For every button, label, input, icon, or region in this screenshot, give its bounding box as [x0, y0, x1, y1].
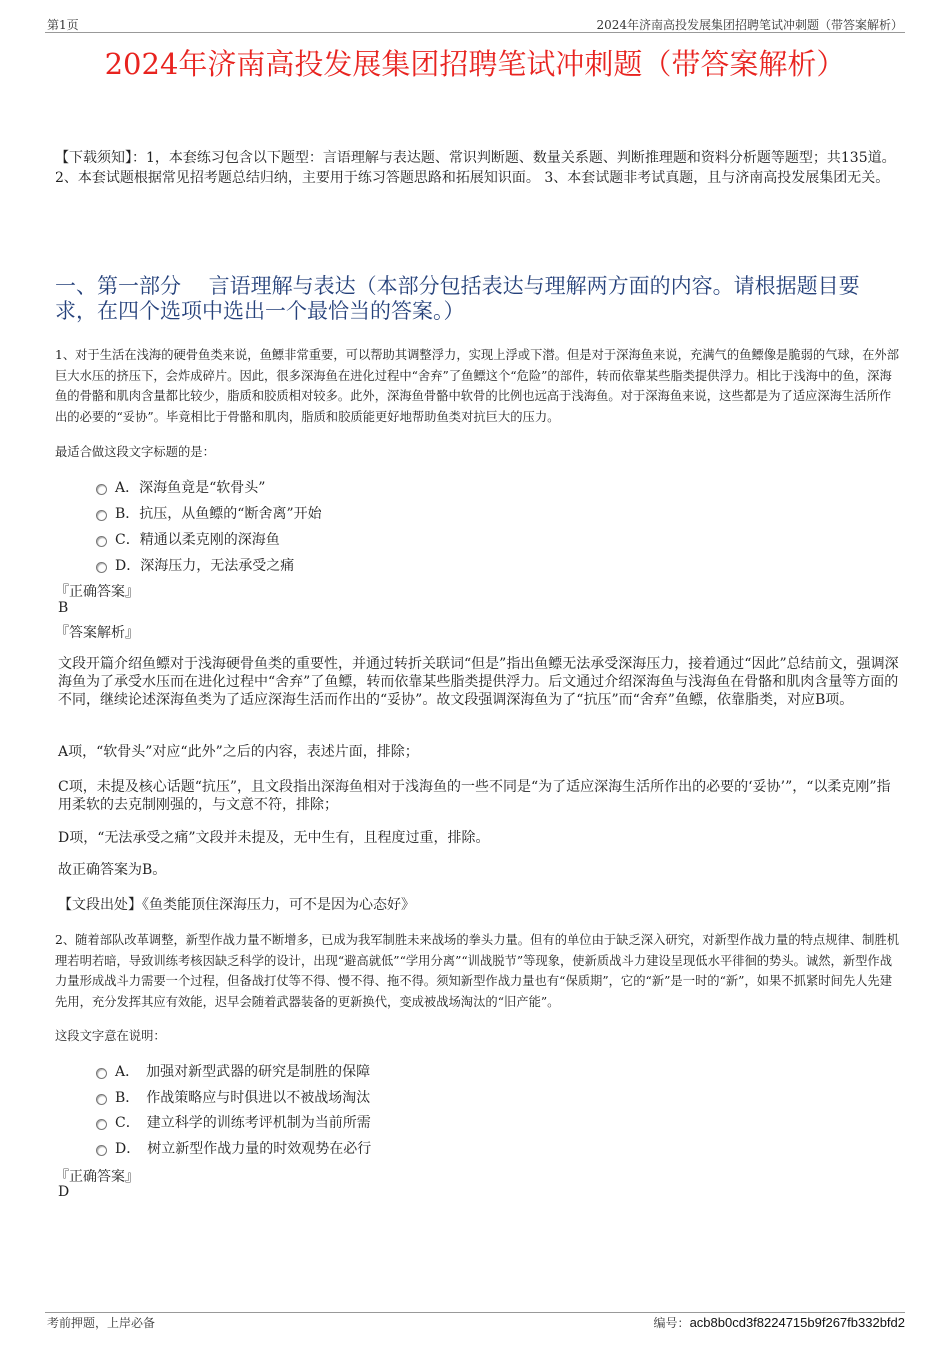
radio-button[interactable] — [96, 1068, 107, 1079]
analysis-conclusion: 故正确答案为B。 — [58, 862, 167, 878]
question-2-prompt: 这段文字意在说明： — [55, 1029, 166, 1043]
page-number: 第1页 — [47, 18, 79, 32]
q1-option-a[interactable] — [96, 477, 265, 497]
correct-answer: B — [58, 600, 69, 616]
question-1-prompt: 最适合做这段文字标题的是： — [55, 445, 215, 459]
answer-label: 『正确答案』 — [55, 584, 139, 600]
source-citation: 【文段出处】《鱼类能顶住深海压力，可不是因为心态好》 — [58, 897, 415, 913]
code-label: 编号： — [653, 1316, 690, 1330]
radio-button[interactable] — [96, 484, 107, 495]
q2-option-a[interactable] — [96, 1061, 370, 1081]
analysis-label: 『答案解析』 — [55, 625, 139, 641]
correct-answer: D — [58, 1184, 70, 1200]
option-label: D．深海压力，无法承受之痛 — [115, 558, 295, 574]
radio-button[interactable] — [96, 1145, 107, 1156]
section-heading: 一、第一部分 言语理解与表达（本部分包括表达与理解两方面的内容。请根据题目要求，在四个选项中选出一个最恰当的答案。） — [55, 274, 860, 323]
answer-label: 『正确答案』 — [55, 1169, 139, 1185]
analysis-paragraph: C项，未提及核心话题“抗压”，且文段指出深海鱼相对于浅海鱼的一些不同是“为了适应深海生活所作出的必要的‘妥协’”，“以柔克刚”指用柔软的去克制刚强的，与文意不符，排除； — [58, 779, 891, 813]
analysis-paragraph: 文段开篇介绍鱼鳔对于浅海硬骨鱼类的重要性，并通过转折关联词“但是”指出鱼鳔无法承受深海压力，接着通过“因此”总结前文，强调深海鱼为了承受水压而在进化过程中“舍弃”了鱼鳔，转而依靠某些脂类提供浮力。后文通过介绍深海鱼与浅海鱼在骨骼和肌肉含量等方面的不同，继续论述深海鱼类为了适应深海生活而作出的“妥协”。故文段强调深海鱼为了“抗压”而“舍弃”鱼鳔，依靠脂类，对应B项。 — [58, 656, 899, 708]
option-label: C． 建立科学的训练考评机制为当前所需 — [115, 1115, 371, 1131]
header-divider — [45, 32, 905, 33]
option-label: B． 作战策略应与时俱进以不被战场淘汰 — [115, 1090, 371, 1106]
document-code — [654, 1314, 905, 1331]
q2-option-d[interactable] — [96, 1138, 371, 1158]
q2-option-c[interactable] — [96, 1112, 371, 1132]
footer-divider — [45, 1312, 905, 1313]
radio-button[interactable] — [96, 536, 107, 547]
download-notice: 【下载须知】：1，本套练习包含以下题型：言语理解与表达题、常识判断题、数量关系题、判断推理题和资料分析题等题型；共135道。 2、本套试题根据常见招考题总结归纳，主要用于练习答题思路和拓展知识面。 3、本套试题非考试真题，且与济南高投发展集团无关。 — [55, 150, 896, 186]
footer-slogan: 考前押题，上岸必备 — [47, 1316, 156, 1330]
analysis-paragraph: A项，“软骨头”对应“此外”之后的内容，表述片面，排除； — [58, 744, 419, 760]
code-value: acb8b0cd3f8224715b9f267fb332bfd2 — [689, 1315, 905, 1330]
q2-option-b[interactable] — [96, 1087, 370, 1107]
option-label: A．深海鱼竟是“软骨头” — [115, 480, 266, 496]
option-label: D． 树立新型作战力量的时效观势在必行 — [115, 1141, 372, 1157]
radio-button[interactable] — [96, 562, 107, 573]
q1-option-c[interactable] — [96, 529, 280, 549]
q1-option-d[interactable] — [96, 555, 294, 575]
radio-button[interactable] — [96, 510, 107, 521]
option-label: A． 加强对新型武器的研究是制胜的保障 — [115, 1064, 371, 1080]
running-header: 2024年济南高投发展集团招聘笔试冲刺题（带答案解析） — [596, 18, 903, 32]
radio-button[interactable] — [96, 1119, 107, 1130]
question-1-text: 1、对于生活在浅海的硬骨鱼类来说，鱼鳔非常重要，可以帮助其调整浮力，实现上浮或下潜。但是对于深海鱼来说，充满气的鱼鳔像是脆弱的气球，在外部巨大水压的挤压下，会炸成碎片。因此，很多深海鱼在进化过程中“舍弃”了鱼鳔这个“危险”的部件，转而依靠某些脂类提供浮力。相比于浅海中的鱼，深海鱼的骨骼和肌肉含量都比较少，脂质和胶质相对较多。此外，深海鱼骨骼中软骨的比例也远高于浅海鱼。对于深海鱼来说，这些都是为了适应深海生活所作出的必要的“妥协”。毕竟相比于骨骼和肌肉，脂质和胶质能更好地帮助鱼类对抗巨大的压力。 — [55, 348, 900, 424]
option-label: B．抗压，从鱼鳔的“断舍离”开始 — [115, 506, 322, 522]
document-title: 2024年济南高投发展集团招聘笔试冲刺题（带答案解析） — [104, 47, 846, 81]
analysis-paragraph: D项，“无法承受之痛”文段并未提及，无中生有，且程度过重，排除。 — [58, 830, 490, 846]
radio-button[interactable] — [96, 1094, 107, 1105]
q1-option-b[interactable] — [96, 503, 322, 523]
option-label: C．精通以柔克刚的深海鱼 — [115, 532, 280, 548]
question-2-text: 2、随着部队改革调整，新型作战力量不断增多，已成为我军制胜未来战场的拳头力量。但有的单位由于缺乏深入研究，对新型作战力量的特点规律、制胜机理若明若暗，导致训练考核因缺乏科学的设计，出现“避高就低”“学用分离”“训战脱节”等现象，使新质战斗力建设呈现低水平徘徊的势头。诚然，新型作战力量形成战斗力需要一个过程，但备战打仗等不得、慢不得、拖不得。须知新型作战力量也有“保质期”，它的“新”是一时的“新”，如果不抓紧时间先人先建先用，充分发挥其应有效能，迟早会随着武器装备的更新换代，变成被战场淘汰的“旧产能”。 — [55, 933, 900, 1009]
